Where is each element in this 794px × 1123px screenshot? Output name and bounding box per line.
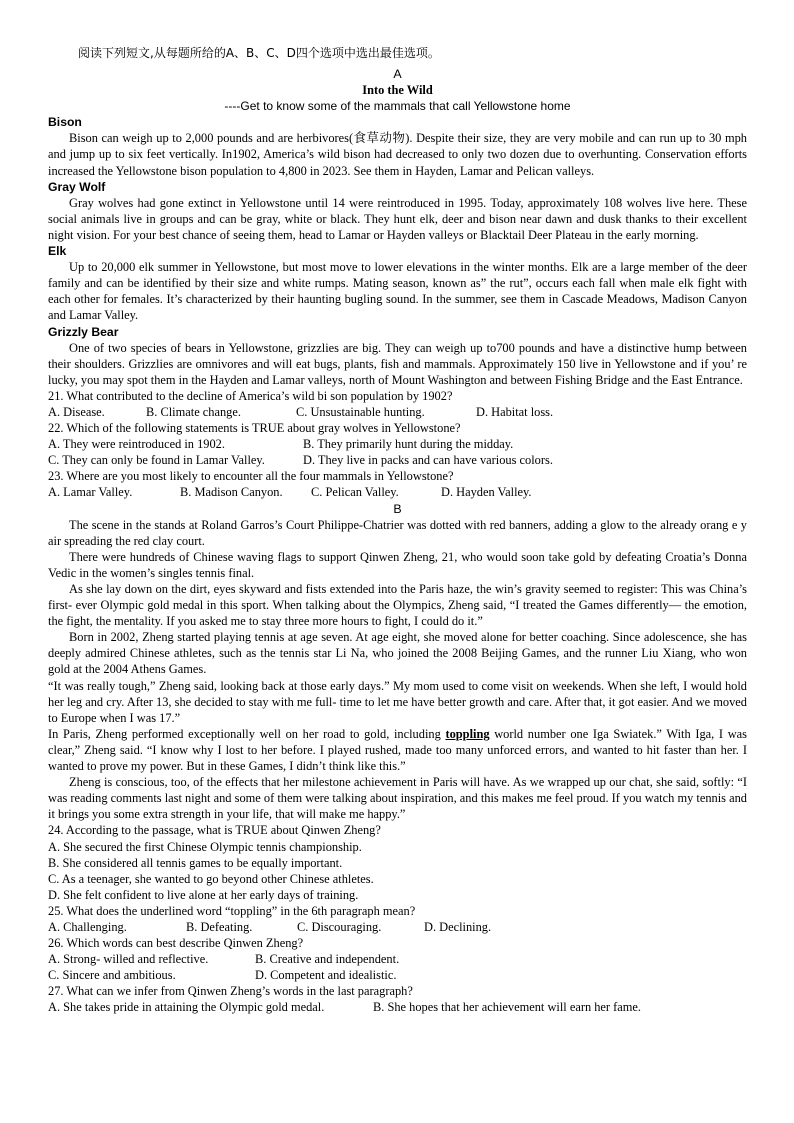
heading-elk: Elk	[48, 244, 67, 259]
question-23: 23. Where are you most likely to encounter all the four mammals in Yellowstone?	[48, 469, 454, 484]
paragraph-b-3: As she lay down on the dirt, eyes skyward and fists extended into the Paris haze, the win’s gravity seemed to register: This was China’s first- ever Olympic gold medal in this sport. When talking about the Olympics, Zheng said, “I treated the Games differently— the emotion, the fight, the mentality. If you asked me to stay three more hours to fight, I could do it.”	[48, 582, 747, 629]
option: D. Hayden Valley.	[441, 485, 532, 500]
option: A. Strong- willed and reflective.	[48, 952, 209, 967]
option: C. Unsustainable hunting.	[296, 404, 425, 419]
option: D. Competent and idealistic.	[255, 968, 397, 983]
paragraph-gray-wolf: Gray wolves had gone extinct in Yellowstone until 14 were reintroduced in 1995. Today, approximately 108 wolves live here. These social animals live in groups and can be gray, white or black. They hunt elk, deer and bison near dawn and dusk thanks to their excellent night vision. For your best chance of seeing them, head to Lamar or Hayden valleys or Blacktail Deer Plateau in the early morning.	[48, 195, 747, 242]
question-22-options-row-1	[48, 436, 747, 452]
option: B. She hopes that her achievement will earn her fame.	[373, 1000, 642, 1015]
question-25: 25. What does the underlined word “toppling” in the 6th paragraph mean?	[48, 903, 416, 918]
option: D. Declining.	[424, 919, 492, 934]
question-24-option-a: A. She secured the first Chinese Olympic tennis championship.	[48, 839, 362, 854]
question-22-options-row-2	[48, 452, 747, 468]
paragraph-b-7: Zheng is conscious, too, of the effects that her milestone achievement in Paris will have. As we wrapped up our chat, she said, softly: “I was reading comments last night and some of them were talking about inspiration, and this makes me feel proud. If you watch my tennis and it brings you some extra strength in your life, that will make me happy.”	[48, 775, 747, 822]
question-21: 21. What contributed to the decline of America’s wild bi son population by 1902?	[48, 388, 453, 403]
paragraph-b-2: There were hundreds of Chinese waving flags to support Qinwen Zheng, 21, who would soon take gold by defeating Croatia’s Donna Vedic in the women’s singles tennis final.	[48, 549, 747, 580]
passage-a-subtitle: ----Get to know some of the mammals that call Yellowstone home	[224, 99, 571, 114]
option: C. Discouraging.	[297, 919, 382, 934]
option: C. Pelican Valley.	[311, 485, 399, 500]
question-25-options	[48, 919, 747, 935]
question-21-options	[48, 404, 747, 420]
option: C. They can only be found in Lamar Valley.	[48, 453, 265, 468]
question-26-options-row-1	[48, 951, 747, 967]
passage-a-title: Into the Wild	[362, 83, 433, 98]
heading-bison: Bison	[48, 115, 82, 130]
heading-grizzly-bear: Grizzly Bear	[48, 324, 119, 339]
option: A. Disease.	[48, 404, 105, 419]
question-27-options	[48, 999, 747, 1015]
option: A. She takes pride in attaining the Olympic gold medal.	[48, 1000, 325, 1015]
section-a-letter: A	[393, 67, 402, 81]
option: B. Defeating.	[186, 919, 253, 934]
option: A. Lamar Valley.	[48, 485, 133, 500]
option: B. They primarily hunt during the midday.	[303, 437, 514, 452]
paragraph-b-5: “It was really tough,” Zheng said, looking back at those early days.” My mom used to come visit on weekends. When she left, I would hold her leg and cry. After 13, she decided to stay with me full- time to let me have better growth and care. After that, it got easier. And we moved to Europe when I was 17.”	[48, 678, 747, 725]
paragraph-grizzly-bear: One of two species of bears in Yellowstone, grizzlies are big. They can weigh up to700 pounds and have a distinctive hump between their shoulders. Grizzlies are omnivores and will eat bugs, plants, fish and mammals. Approximately 150 live in Yellowstone and if you’ re lucky, you may spot them in the Hayden and Lamar valleys, north of Mount Washington and between Fishing Bridge and the East Entrance.	[48, 340, 747, 387]
option: A. Challenging.	[48, 919, 127, 934]
option: B. Madison Canyon.	[180, 485, 283, 500]
option: C. Sincere and ambitious.	[48, 968, 176, 983]
option: D. Habitat loss.	[476, 404, 554, 419]
option: D. They live in packs and can have various colors.	[303, 453, 553, 468]
question-24-option-c: C. As a teenager, she wanted to go beyond other Chinese athletes.	[48, 871, 374, 886]
question-24: 24. According to the passage, what is TRUE about Qinwen Zheng?	[48, 823, 381, 838]
question-23-options	[48, 484, 747, 500]
paragraph-b-1: The scene in the stands at Roland Garros’s Court Philippe-Chatrier was dotted with red banners, adding a glow to the already orang e y air spreading the red clay court.	[48, 517, 747, 548]
paragraph-bison: Bison can weigh up to 2,000 pounds and are herbivores(食草动物). Despite their size, they are very mobile and can run up to 30 mph and jump up to six feet vertically. In1902, America’s wild bison had decreased to only two dozen due to overhunting. Conservation efforts increased the Yellowstone bison population to 4,800 in 2023. See them in Hayden, Lamar and Pelican valleys.	[48, 131, 747, 178]
paragraph-b-6-after: world number one Iga Swiatek.” With Iga, I was clear,” Zheng said. “I know why I lost to her before. I played rushed, made too many unforced errors, and wanted to hit faster than her. I wanted to prove my power. But in these Games, I didn’t think like this.”	[48, 726, 747, 774]
question-27: 27. What can we infer from Qinwen Zheng’s words in the last paragraph?	[48, 984, 413, 999]
question-24-option-b: B. She considered all tennis games to be equally important.	[48, 855, 343, 870]
paragraph-b-6-before: In Paris, Zheng performed exceptionally well on her road to gold, including	[48, 726, 446, 741]
question-22: 22. Which of the following statements is TRUE about gray wolves in Yellowstone?	[48, 421, 461, 436]
instruction: 阅读下列短文,从每题所给的A、B、C、D四个选项中选出最佳选项。	[78, 46, 440, 60]
paragraph-elk: Up to 20,000 elk summer in Yellowstone, but most move to lower elevations in the winter months. Elk are a large member of the deer family and can be identified by their size and white rumps. Mating season, known as” the rut”, occurs each fall when male elk fight with each other for females. It’s characterized by their haunting bugling sound. In the summer, see them in Cascade Meadows, Madison Canyon and Lamar Valley.	[48, 260, 747, 323]
option: B. Climate change.	[146, 404, 241, 419]
paragraph-b-4: Born in 2002, Zheng started playing tennis at age seven. At age eight, she moved alone for better coaching. Since adolescence, she has deeply admired Chinese athletes, such as the tennis star Li Na, who joined the 2008 Beijing Games, and the runner Liu Xiang, who won gold at the 2004 Athens Games.	[48, 630, 747, 677]
underlined-word-toppling: toppling	[445, 726, 490, 741]
option: B. Creative and independent.	[255, 952, 400, 967]
option: A. They were reintroduced in 1902.	[48, 437, 225, 452]
question-24-option-d: D. She felt confident to live alone at her early days of training.	[48, 887, 359, 902]
question-26: 26. Which words can best describe Qinwen Zheng?	[48, 936, 304, 951]
heading-gray-wolf: Gray Wolf	[48, 179, 106, 194]
paragraph-b-6	[48, 726, 747, 774]
question-26-options-row-2	[48, 967, 747, 983]
section-b-letter: B	[393, 501, 402, 516]
